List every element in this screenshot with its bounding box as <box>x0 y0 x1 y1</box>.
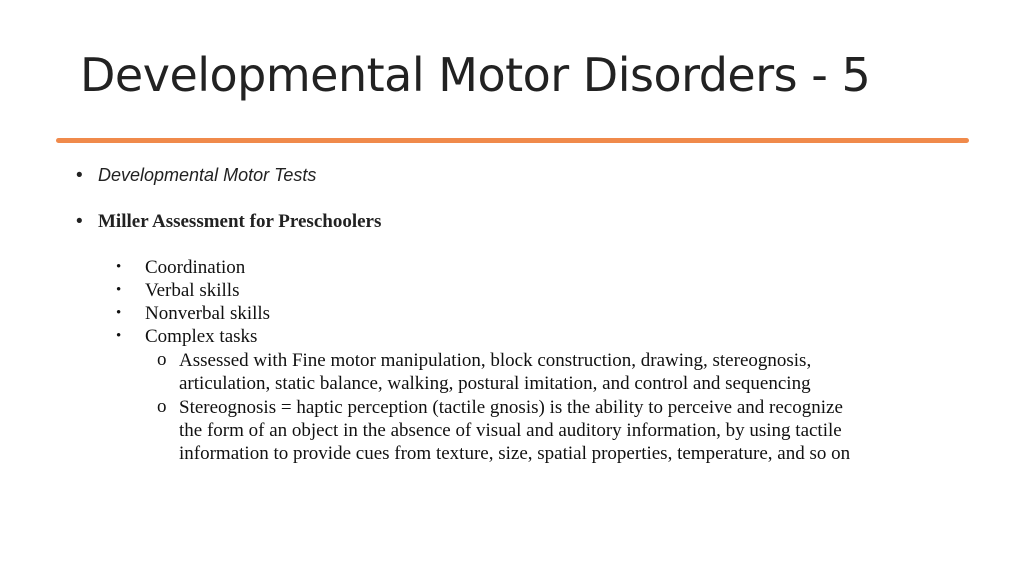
bullet-marker: • <box>76 165 83 186</box>
text-line: information to provide cues from texture, size, spatial properties, temperature, and so on <box>179 443 851 464</box>
text-line: the form of an object in the absence of visual and auditory information, by using tactile <box>179 420 842 441</box>
sub-bullet-text: Verbal skills <box>145 280 240 301</box>
bullet-text: Developmental Motor Tests <box>98 165 317 185</box>
text-line: Assessed with Fine motor manipulation, block construction, drawing, stereognosis, <box>179 350 812 371</box>
text-line: Stereognosis = haptic perception (tactile gnosis) is the ability to perceive and recognize <box>179 397 843 418</box>
sub-sub-bullet-marker: o <box>157 396 167 417</box>
slide-title: Developmental Motor Disorders - 5 <box>80 48 871 102</box>
text-line: articulation, static balance, walking, postural imitation, and control and sequencing <box>179 373 811 394</box>
sub-bullet-text: Coordination <box>145 257 246 278</box>
sub-sub-bullet-marker: o <box>157 349 167 370</box>
bullet-text: Miller Assessment for Preschoolers <box>98 211 382 232</box>
sub-bullet-marker: • <box>116 305 122 321</box>
title-divider <box>56 138 969 143</box>
sub-bullet-marker: • <box>116 259 122 275</box>
sub-bullet-marker: • <box>116 282 122 298</box>
bullet-marker: • <box>76 211 83 232</box>
sub-sub-bullet-text <box>179 396 850 465</box>
sub-bullet-marker: • <box>116 328 122 344</box>
sub-bullet-text: Nonverbal skills <box>145 303 271 324</box>
sub-bullet-text: Complex tasks <box>145 326 258 347</box>
sub-sub-bullet-text <box>179 349 811 395</box>
